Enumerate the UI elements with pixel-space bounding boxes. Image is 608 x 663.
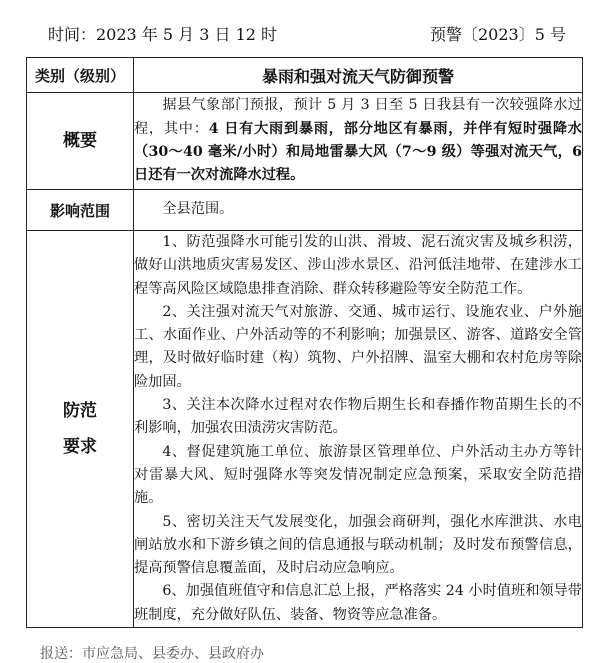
requirement-item: 6、加强值班值守和信息汇总上报，严格落实 24 小时值班和领导带班制度，充分做好队伍、装备、物资等应急准备。 [134,583,582,623]
summary-row [27,93,583,190]
warning-title: 暴雨和强对流天气防御预警 [134,58,583,93]
requirements-label-line-2: 要求 [63,437,97,458]
issue-time: 时间：2023 年 5 月 3 日 12 时 [48,25,278,44]
summary-label: 概要 [27,93,134,190]
summary-text: 据县气象部门预报，预计 5 月 3 日至 5 日我县有一次较强降水过程，其中： [134,97,582,137]
requirement-item: 2、关注强对流天气对旅游、交通、城市运行、设施农业、户外施工、水面作业、户外活动等的不利影响；加强景区、游客、道路安全管理，及时做好临时建（构）筑物、户外招牌、温室大棚和农村危房等除险加固。 [134,303,582,390]
category-label: 类别（级别） [27,58,134,93]
scope-label: 影响范围 [27,190,134,231]
scope-row [27,190,583,231]
requirements-row [27,231,583,628]
requirements-content [134,231,583,628]
warning-number: 预警〔2023〕5 号 [430,25,566,44]
requirement-item: 1、防范强降水可能引发的山洪、滑坡、泥石流灾害及城乡积涝，做好山洪地质灾害易发区、涉山涉水景区、沿河低洼地带、在建涉水工程等高风险区域隐患排查消除、群众转移避险等安全防范工作。 [134,234,582,297]
scope-content [134,190,583,231]
distribution-note: 报送：市应急局、县委办、县政府办 [40,646,264,662]
document-header [0,10,608,50]
requirements-label-line-1: 防范 [63,401,97,422]
requirements-label [27,231,134,628]
summary-content [134,93,583,190]
summary-paragraph [134,94,582,187]
requirement-item: 5、密切关注天气发展变化，加强会商研判，强化水库泄洪、水电闸站放水和下游乡镇之间的信息通报与联动机制；及时发布预警信息，提高预警信息覆盖面，及时启动应急响应。 [134,513,582,577]
title-row [27,58,583,93]
warning-table [26,57,583,628]
summary-highlight: 4 日有大雨到暴雨，部分地区有暴雨，并伴有短时强降水（30～40 毫米/小时）和局地雷暴大风（7～9 级）等强对流天气，6 日还有一次对流降水过程。 [134,120,582,184]
scope-value: 全县范围。 [162,201,234,218]
requirement-item: 3、关注本次降水过程对农作物后期生长和春播作物苗期生长的不利影响，加强农田渍涝灾害防范。 [134,397,582,437]
requirement-item: 4、督促建筑施工单位、旅游景区管理单位、户外活动主办方等针对雷暴大风、短时强降水等突发情况制定应急预案，采取安全防范措施。 [134,443,582,507]
